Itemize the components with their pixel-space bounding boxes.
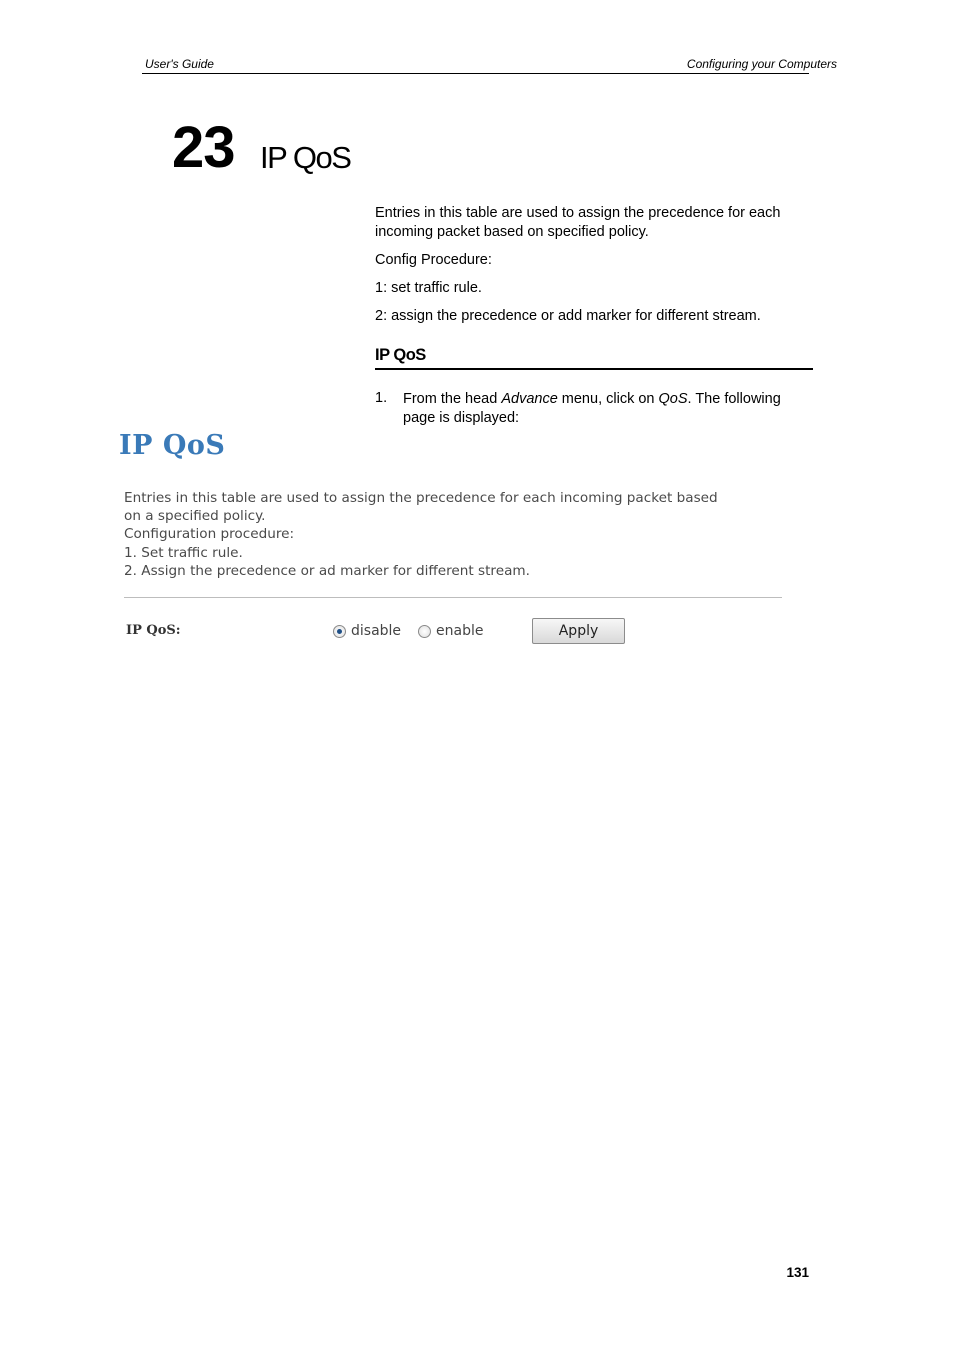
section-heading: IP QoS (375, 346, 426, 364)
step-prefix: From the head (403, 391, 502, 407)
step-suffix: . The following page is displayed: (403, 391, 781, 426)
step-instruction (403, 390, 813, 428)
screenshot-description (124, 489, 804, 580)
intro-paragraph: Entries in this table are used to assign the precedence for each incoming packet based on specified policy. (375, 205, 781, 240)
section-divider (375, 368, 813, 370)
description-line: Configuration procedure: (124, 526, 295, 543)
page-number: 131 (786, 1265, 809, 1280)
header-divider (142, 73, 809, 74)
enable-radio-option[interactable] (418, 623, 483, 639)
chapter-title: IP QoS (260, 140, 351, 175)
screenshot-page-title: IP QoS (119, 430, 226, 461)
header-section-title: Configuring your Computers (686, 57, 837, 71)
disable-radio-option[interactable] (333, 623, 401, 639)
description-line: Entries in this table are used to assign the precedence for each incoming packet based (124, 490, 718, 506)
description-line: 2. Assign the precedence or ad marker for different stream. (124, 562, 530, 579)
config-step-1: 1: set traffic rule. (375, 280, 482, 296)
description-line: on a specified policy. (124, 508, 266, 525)
enable-radio-button[interactable] (418, 625, 431, 638)
chapter-number: 23 (172, 115, 235, 180)
apply-button[interactable]: Apply (532, 618, 625, 644)
disable-radio-button[interactable] (333, 625, 346, 638)
header-guide-title: User's Guide (145, 57, 214, 71)
description-line: 1. Set traffic rule. (124, 544, 243, 561)
disable-radio-label: disable (351, 623, 402, 639)
config-step-2: 2: assign the precedence or add marker for different stream. (375, 308, 761, 324)
ip-qos-field-label: IP QoS: (126, 623, 181, 638)
step-mid: menu, click on (557, 391, 659, 407)
menu-name: Advance (501, 391, 558, 407)
step-number: 1. (375, 390, 388, 406)
enable-radio-label: enable (436, 623, 484, 639)
screenshot-divider (124, 597, 782, 598)
menu-item-name: QoS (658, 391, 688, 407)
config-procedure-label: Config Procedure: (375, 252, 492, 268)
